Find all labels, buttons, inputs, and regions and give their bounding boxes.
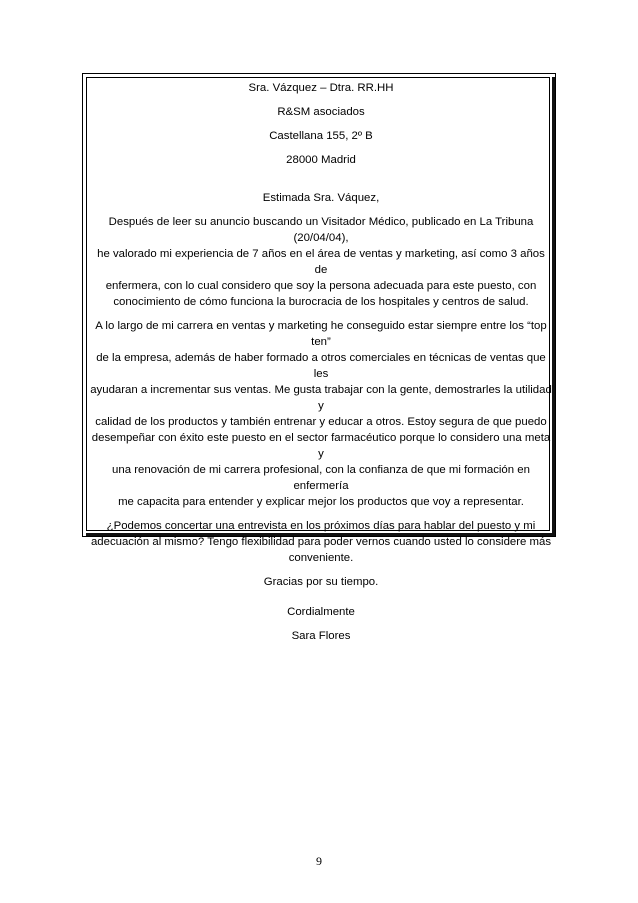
thanks-line: Gracias por su tiempo. bbox=[263, 576, 379, 588]
paragraph-line: adecuación al mismo? Tengo flexibilidad para poder vernos cuando usted lo considere más bbox=[90, 536, 552, 548]
paragraph-line: desempeñar con éxito este puesto en el sector farmacéutico porque lo considero una meta y bbox=[91, 432, 551, 460]
signature: Sara Flores bbox=[291, 630, 351, 642]
paragraph-line: he valorado mi experiencia de 7 años en el área de ventas y marketing, así como 3 años de bbox=[97, 248, 545, 276]
salutation: Estimada Sra. Váquez, bbox=[262, 192, 380, 204]
paragraph-interview bbox=[90, 518, 552, 566]
paragraph-line: ayudaran a incrementar sus ventas. Me gusta trabajar con la gente, demostrarles la utilidad y bbox=[90, 384, 552, 412]
paragraph-intro bbox=[90, 214, 552, 310]
paragraph-line: calidad de los productos y también entrenar y educar a otros. Estoy segura de que puedo bbox=[95, 416, 547, 428]
paragraph-experience bbox=[90, 318, 552, 510]
paragraph-line: A lo largo de mi carrera en ventas y marketing he conseguido estar siempre entre los “top ten” bbox=[95, 320, 547, 348]
paragraph-line: conocimiento de cómo funciona la burocracia de los hospitales y centros de salud. bbox=[113, 296, 529, 308]
recipient-name: Sra. Vázquez – Dtra. RR.HH bbox=[248, 82, 394, 94]
paragraph-line: conveniente. bbox=[288, 552, 354, 564]
paragraph-line: me capacita para entender y explicar mejor los productos que voy a representar. bbox=[118, 496, 524, 508]
recipient-city: 28000 Madrid bbox=[286, 154, 356, 166]
paragraph-line: ¿Podemos concertar una entrevista en los próximos días para hablar del puesto y mi bbox=[106, 520, 536, 532]
page-number: 9 bbox=[316, 854, 322, 868]
paragraph-line: de la empresa, además de haber formado a otros comerciales en técnicas de ventas que les bbox=[96, 352, 546, 380]
recipient-street: Castellana 155, 2º B bbox=[269, 130, 373, 142]
recipient-company: R&SM asociados bbox=[277, 106, 365, 118]
paragraph-line: una renovación de mi carrera profesional, con la confianza de que mi formación en enfermería bbox=[112, 464, 530, 492]
paragraph-line: enfermera, con lo cual considero que soy la persona adecuada para este puesto, con bbox=[105, 280, 537, 292]
closing-line: Cordialmente bbox=[287, 606, 355, 618]
paragraph-line: Después de leer su anuncio buscando un Visitador Médico, publicado en La Tribuna (20/04/04), bbox=[108, 216, 534, 244]
letter-frame-shadow-right bbox=[552, 77, 555, 536]
cover-letter bbox=[90, 80, 552, 644]
